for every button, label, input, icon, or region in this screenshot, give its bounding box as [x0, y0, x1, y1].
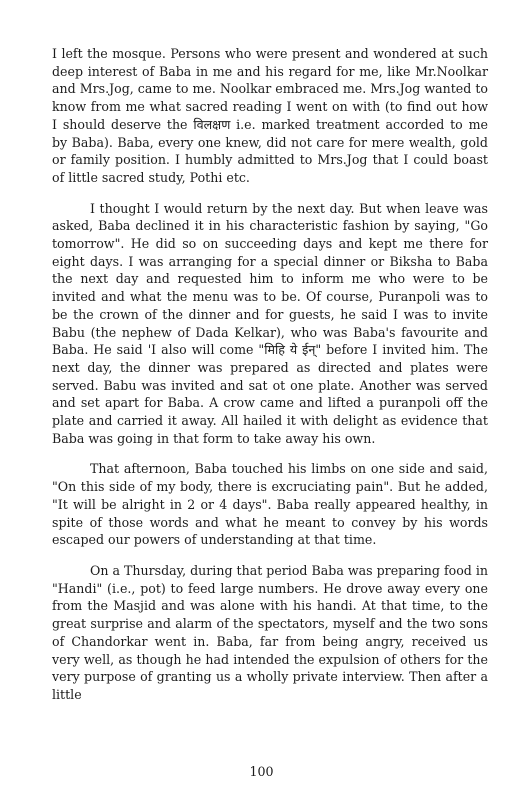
page-body-text — [52, 45, 488, 704]
page-number: 100 — [249, 764, 274, 779]
paragraph-3: That afternoon, Baba touched his limbs on one side and said, "On this side of my body, there is excruciating pain". But he added, "It will be alright in 2 or 4 days". Baba really appeared healthy, in spite of those words and what he meant to convey by his words escaped our powers of understanding at that time. — [52, 461, 488, 548]
paragraph-2: I thought I would return by the next day. But when leave was asked, Baba declined it in his characteristic fashion by saying, "Go tomorrow". He did so on succeeding days and kept me there for eight days. I was arranging for a special dinner or Biksha to Baba the next day and requested him to inform me who were to be invited and what the menu was to be. Of course, Puranpoli was to be the crown of the dinner and for guests, he said I was to invite Babu (the nephew of Dada Kelkar), who was Baba's favourite and Baba. He said 'I also will come "मिहि ये ईन्" before I invited him. The next day, the dinner was prepared as directed and plates were served. Babu was invited and sat ot one plate. Another was served and set apart for Baba. A crow came and lifted a puranpoli off the plate and carried it away. All hailed it with delight as evidence that Baba was going in that form to take away his own. — [52, 200, 488, 446]
paragraph-4: On a Thursday, during that period Baba was preparing food in "Handi" (i.e., pot) to feed large numbers. He drove away every one from the Masjid and was alone with his handi. At that time, to the great surprise and alarm of the spectators, myself and the two sons of Chandorkar went in. Baba, far from being angry, received us very well, as though he had intended the expulsion of others for the very purpose of granting us a wholly private interview. Then after a little — [52, 562, 488, 702]
paragraph-1: I left the mosque. Persons who were present and wondered at such deep interest of Baba in me and his regard for me, like Mr.Noolkar and Mrs.Jog, came to me. Noolkar embraced me. Mrs.Jog wanted to know from me what sacred reading I went on with (to find out how I should deserve the विलक्षण i.e. marked treatment accorded to me by Baba). Baba, every one knew, did not care for mere wealth, gold or family position. I humbly admitted to Mrs.Jog that I could boast of little sacred study, Pothi etc. — [52, 46, 488, 185]
